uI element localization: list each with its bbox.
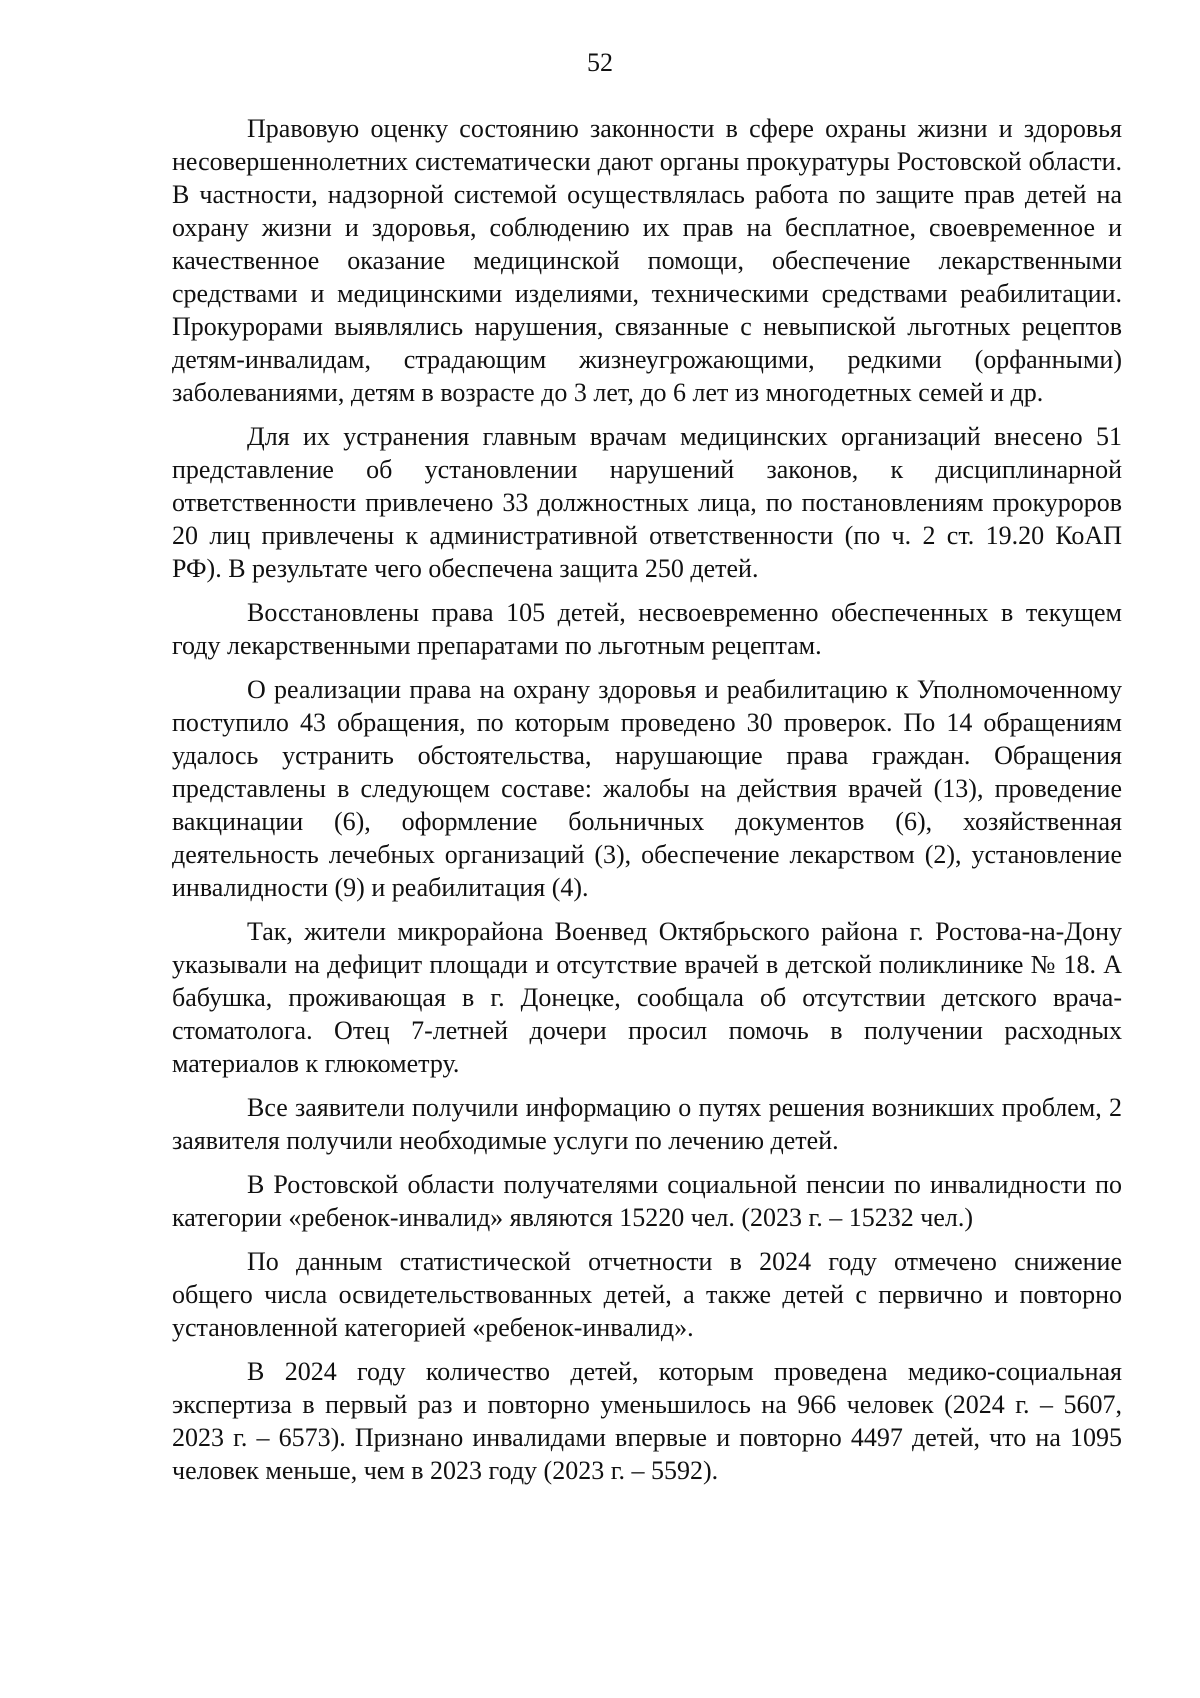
paragraph-rights-restored: Восстановлены права 105 детей, несвоевременно обеспеченных в текущем году лекарственными препаратами по льготным рецептам. <box>172 598 1122 660</box>
paragraph-legal-assessment: Правовую оценку состоянию законности в сфере охраны жизни и здоровья несовершеннолетних систематически дают органы прокуратуры Ростовской области. В частности, надзорной системой осуществлялась работа по защите прав детей на охрану жизни и здоровья, соблюдению их прав на бесплатное, своевременное и качественное оказание медицинской помощи, обеспечение лекарственными средствами и медицинскими изделиями, техническими средствами реабилитации. Прокурорами выявлялись нарушения, связанные с невыпиской льготных рецептов детям-инвалидам, страдающим жизнеугрожающими, редкими (орфанными) заболеваниями, детям в возрасте до 3 лет, до 6 лет из многодетных семей и др. <box>172 114 1122 407</box>
paragraph-statistics: По данным статистической отчетности в 2024 году отмечено снижение общего числа освидетельствованных детей, а также детей с первично и повторно установленной категорией «ребенок-инвалид». <box>172 1247 1122 1342</box>
paragraph-expertise-2024: В 2024 году количество детей, которым проведена медико-социальная экспертиза в первый раз и повторно уменьшилось на 966 человек (2024 г. – 5607, 2023 г. – 6573). Признано инвалидами впервые и повторно 4497 детей, что на 1095 человек меньше, чем в 2023 году (2023 г. – 5592). <box>172 1357 1122 1485</box>
paragraph-pension-recipients: В Ростовской области получателями социальной пенсии по инвалидности по категории «ребенок-инвалид» являются 15220 чел. (2023 г. – 15232 чел.) <box>172 1170 1122 1232</box>
page-number: 52 <box>587 48 613 77</box>
paragraph-ombudsman-appeals: О реализации права на охрану здоровья и реабилитацию к Уполномоченному поступило 43 обращения, по которым проведено 30 проверок. По 14 обращениям удалось устранить обстоятельства, нарушающие права граждан. Обращения представлены в следующем составе: жалобы на действия врачей (13), проведение вакцинации (6), оформление больничных документов (6), хозяйственная деятельность лечебных организаций (3), обеспечение лекарством (2), установление инвалидности (9) и реабилитация (4). <box>172 675 1122 902</box>
paragraph-applicants-result: Все заявители получили информацию о путях решения возникших проблем, 2 заявителя получили необходимые услуги по лечению детей. <box>172 1093 1122 1155</box>
paragraph-resident-complaints: Так, жители микрорайона Военвед Октябрьского района г. Ростова-на-Дону указывали на дефицит площади и отсутствие врачей в детской поликлинике № 18. А бабушка, проживающая в г. Донецке, сообщала об отсутствии детского врача-стоматолога. Отец 7-летней дочери просил помочь в получении расходных материалов к глюкометру. <box>172 917 1122 1078</box>
paragraph-prosecutor-measures: Для их устранения главным врачам медицинских организаций внесено 51 представление об установлении нарушений законов, к дисциплинарной ответственности привлечено 33 должностных лица, по постановлениям прокуроров 20 лиц привлечены к административной ответственности (по ч. 2 ст. 19.20 КоАП РФ). В результате чего обеспечена защита 250 детей. <box>172 422 1122 583</box>
body-text <box>172 112 1122 1498</box>
